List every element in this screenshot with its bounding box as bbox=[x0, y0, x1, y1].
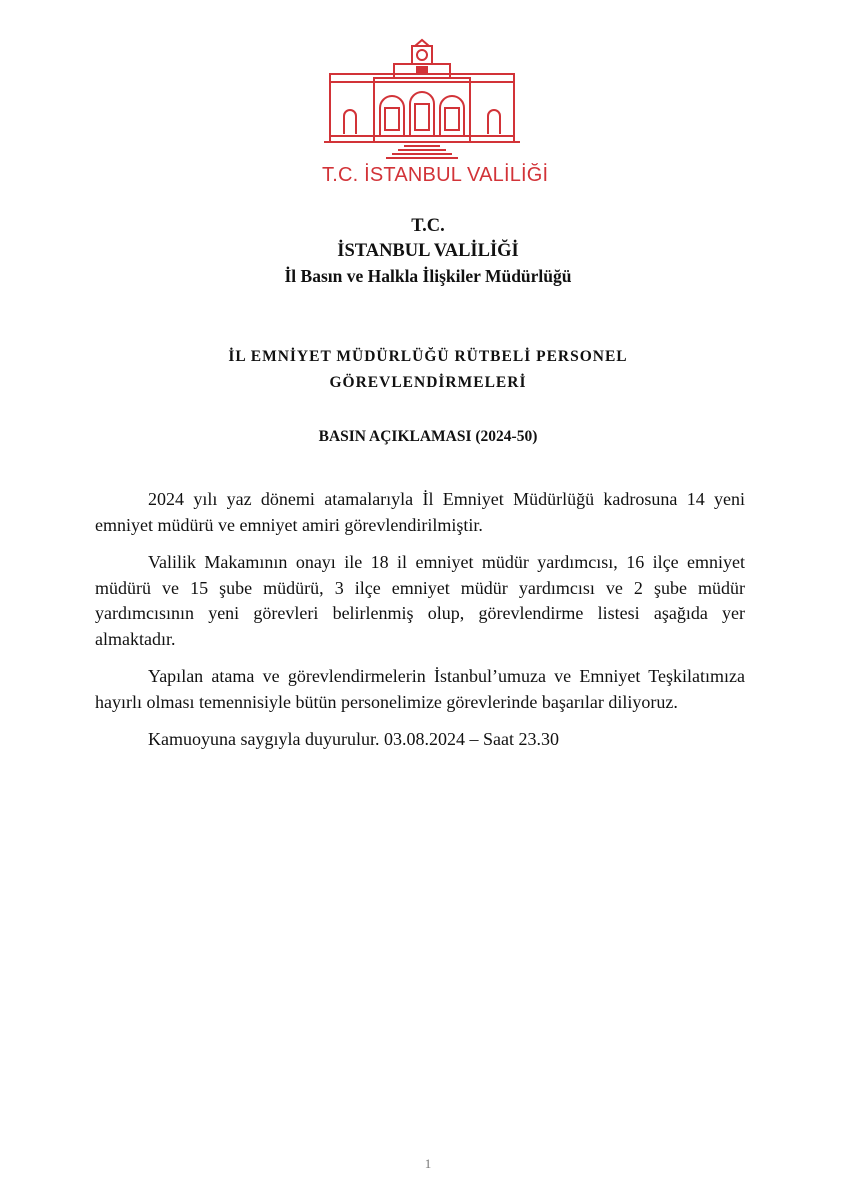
document-body bbox=[95, 487, 745, 765]
document-header bbox=[0, 214, 856, 289]
paragraph: 2024 yılı yaz dönemi atamalarıyla İl Emniyet Müdürlüğü kadrosuna 14 yeni emniyet müdürü ve emniyet amiri görevlendirilmiştir. bbox=[95, 489, 745, 535]
paragraph: Kamuoyuna saygıyla duyurulur. 03.08.2024 – Saat 23.30 bbox=[148, 729, 559, 749]
logo-caption: T.C. İSTANBUL VALİLİĞİ bbox=[322, 164, 549, 186]
document-title bbox=[0, 344, 856, 396]
paragraph: Yapılan atama ve görevlendirmelerin İstanbul’umuza ve Emniyet Teşkilatımıza hayırlı olması temennisiyle bütün personelimize görevlerinde başarılar diliyoruz. bbox=[95, 666, 745, 712]
title-line-2: GÖREVLENDİRMELERİ bbox=[329, 374, 527, 391]
title-line-1: İL EMNİYET MÜDÜRLÜĞÜ RÜTBELİ PERSONEL bbox=[228, 348, 628, 365]
header-department: İl Basın ve Halkla İlişkiler Müdürlüğü bbox=[284, 266, 572, 286]
governorship-logo bbox=[322, 38, 549, 188]
page-number: 1 bbox=[424, 1156, 432, 1171]
paragraph: Valilik Makamının onayı ile 18 il emniyet müdür yardımcısı, 16 ilçe emniyet müdürü ve 15 şube müdürü, 3 ilçe emniyet müdür yardımcısı ve 2 şube müdür yardımcısının yeni görevleri belirlenmiş olup, görevlendirme listesi aşağıda yer almaktadır. bbox=[95, 552, 745, 649]
header-institution: İSTANBUL VALİLİĞİ bbox=[337, 241, 519, 261]
governorship-building-icon bbox=[322, 38, 522, 160]
press-release-number: BASIN AÇIKLAMASI (2024-50) bbox=[318, 428, 538, 445]
header-country: T.C. bbox=[411, 216, 445, 236]
